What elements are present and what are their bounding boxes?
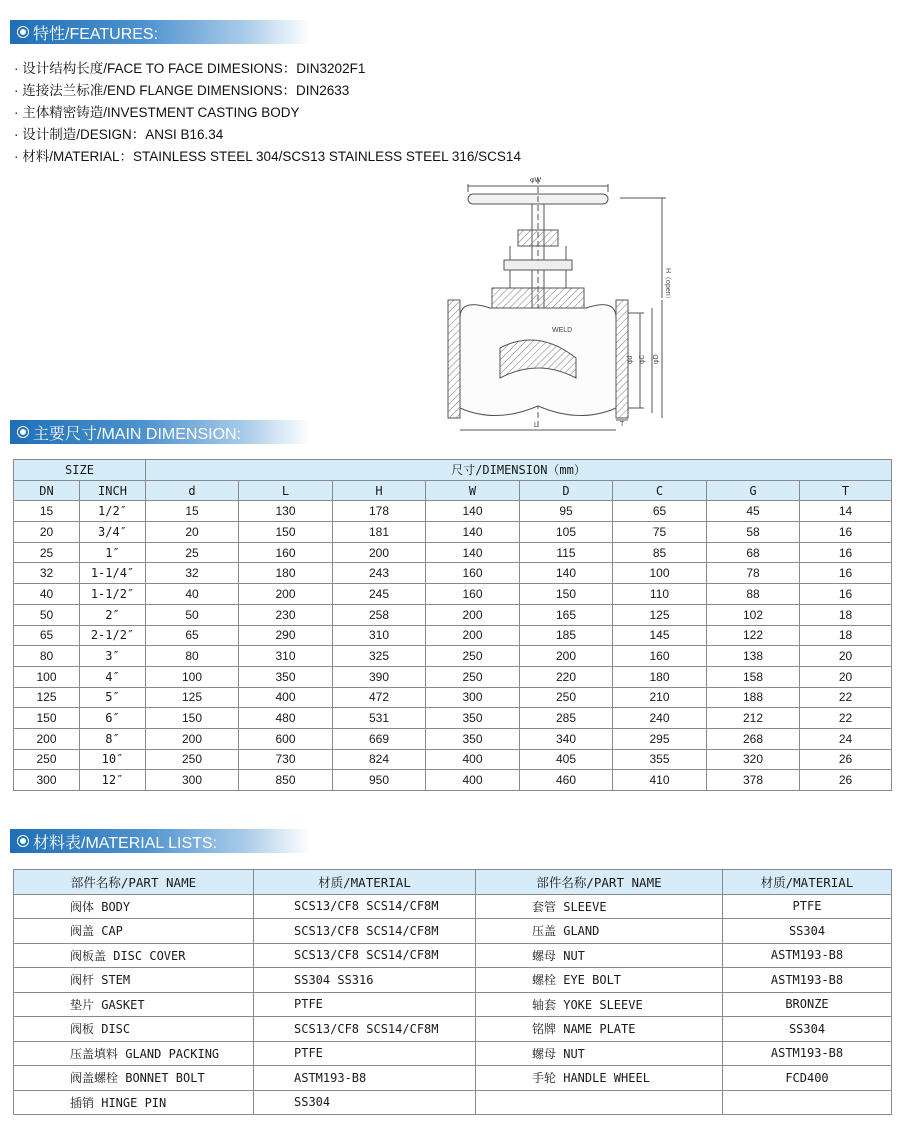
table-cell: 16 bbox=[800, 563, 892, 584]
table-cell: 165 bbox=[520, 604, 613, 625]
table-cell: 230 bbox=[239, 604, 333, 625]
table-cell: 250 bbox=[520, 687, 613, 708]
table-cell: 350 bbox=[426, 708, 520, 729]
dimension-title: 主要尺寸/MAIN DIMENSION: bbox=[33, 425, 242, 443]
table-cell: 320 bbox=[707, 749, 800, 770]
table-cell: 50 bbox=[146, 604, 239, 625]
column-header: 部件名称/PART NAME bbox=[476, 870, 723, 895]
table-cell: 1″ bbox=[80, 542, 146, 563]
material-table bbox=[13, 869, 892, 1115]
table-cell: 250 bbox=[426, 666, 520, 687]
dim-w-label: φW bbox=[530, 177, 542, 184]
table-cell: 105 bbox=[520, 522, 613, 543]
table-cell: 140 bbox=[426, 501, 520, 522]
table-cell: 150 bbox=[14, 708, 80, 729]
table-cell: 78 bbox=[707, 563, 800, 584]
column-header: d bbox=[146, 480, 239, 501]
table-cell: 25 bbox=[146, 542, 239, 563]
table-cell: 310 bbox=[333, 625, 426, 646]
material-cell bbox=[723, 1090, 892, 1115]
material-cell: ASTM193-B8 bbox=[723, 1041, 892, 1066]
table-row bbox=[14, 728, 892, 749]
table-cell: 160 bbox=[426, 563, 520, 584]
column-header: 材质/MATERIAL bbox=[254, 870, 476, 895]
table-cell: 268 bbox=[707, 728, 800, 749]
table-cell: 460 bbox=[520, 770, 613, 791]
table-cell: 212 bbox=[707, 708, 800, 729]
dimension-table-body bbox=[14, 501, 892, 791]
column-header: 部件名称/PART NAME bbox=[14, 870, 254, 895]
table-cell: 138 bbox=[707, 646, 800, 667]
table-row bbox=[14, 522, 892, 543]
size-header: SIZE bbox=[14, 460, 146, 481]
table-cell: 24 bbox=[800, 728, 892, 749]
table-row bbox=[14, 646, 892, 667]
table-row bbox=[14, 1017, 892, 1042]
table-cell: 405 bbox=[520, 749, 613, 770]
table-cell: 85 bbox=[613, 542, 707, 563]
dim-d-label: φd bbox=[627, 355, 634, 364]
table-cell: 290 bbox=[239, 625, 333, 646]
table-cell: 140 bbox=[426, 522, 520, 543]
table-cell: 15 bbox=[14, 501, 80, 522]
dim-c-label: φC bbox=[639, 354, 646, 364]
table-cell: 80 bbox=[14, 646, 80, 667]
table-cell: 65 bbox=[146, 625, 239, 646]
table-cell: 295 bbox=[613, 728, 707, 749]
table-cell: 8″ bbox=[80, 728, 146, 749]
table-cell: 200 bbox=[14, 728, 80, 749]
part-name-cell: 铭牌 NAME PLATE bbox=[476, 1017, 723, 1042]
table-cell: 531 bbox=[333, 708, 426, 729]
table-cell: 145 bbox=[613, 625, 707, 646]
table-cell: 140 bbox=[520, 563, 613, 584]
table-cell: 340 bbox=[520, 728, 613, 749]
table-cell: 243 bbox=[333, 563, 426, 584]
column-header: G bbox=[707, 480, 800, 501]
table-cell: 160 bbox=[613, 646, 707, 667]
material-cell: FCD400 bbox=[723, 1066, 892, 1091]
material-cell: PTFE bbox=[723, 894, 892, 919]
column-header: INCH bbox=[80, 480, 146, 501]
table-cell: 22 bbox=[800, 687, 892, 708]
weld-label: WELD bbox=[552, 327, 573, 334]
part-name-cell: 压盖填料 GLAND PACKING bbox=[14, 1041, 254, 1066]
table-cell: 40 bbox=[14, 584, 80, 605]
dimension-section-header bbox=[10, 420, 310, 444]
part-name-cell: 阀板盖 DISC COVER bbox=[14, 943, 254, 968]
table-cell: 16 bbox=[800, 522, 892, 543]
part-name-cell bbox=[476, 1090, 723, 1115]
material-cell: SS304 SS316 bbox=[254, 968, 476, 993]
table-cell: 115 bbox=[520, 542, 613, 563]
features-title: 特性/FEATURES: bbox=[33, 25, 159, 43]
table-cell: 122 bbox=[707, 625, 800, 646]
bullet-circle-icon bbox=[18, 836, 28, 846]
bullet-circle-icon bbox=[18, 27, 28, 37]
material-title: 材料表/MATERIAL LISTS: bbox=[33, 834, 218, 852]
table-cell: 472 bbox=[333, 687, 426, 708]
table-cell: 1-1/2″ bbox=[80, 584, 146, 605]
table-cell: 300 bbox=[146, 770, 239, 791]
table-row bbox=[14, 968, 892, 993]
table-cell: 26 bbox=[800, 770, 892, 791]
table-cell: 2-1/2″ bbox=[80, 625, 146, 646]
table-row bbox=[14, 894, 892, 919]
table-row bbox=[14, 919, 892, 944]
part-name-cell: 压盖 GLAND bbox=[476, 919, 723, 944]
table-cell: 160 bbox=[426, 584, 520, 605]
table-cell: 140 bbox=[426, 542, 520, 563]
table-cell: 3″ bbox=[80, 646, 146, 667]
column-header: DN bbox=[14, 480, 80, 501]
table-cell: 480 bbox=[239, 708, 333, 729]
table-row bbox=[14, 604, 892, 625]
table-cell: 669 bbox=[333, 728, 426, 749]
table-cell: 400 bbox=[239, 687, 333, 708]
table-cell: 185 bbox=[520, 625, 613, 646]
table-cell: 10″ bbox=[80, 749, 146, 770]
material-cell: SS304 bbox=[723, 919, 892, 944]
table-cell: 1/2″ bbox=[80, 501, 146, 522]
table-cell: 58 bbox=[707, 522, 800, 543]
table-row bbox=[14, 501, 892, 522]
table-cell: 390 bbox=[333, 666, 426, 687]
features-list bbox=[14, 58, 521, 168]
part-name-cell: 阀杆 STEM bbox=[14, 968, 254, 993]
part-name-cell: 阀盖螺栓 BONNET BOLT bbox=[14, 1066, 254, 1091]
table-row bbox=[14, 687, 892, 708]
feature-item: · 连接法兰标准/END FLANGE DIMENSIONS：DIN2633 bbox=[14, 80, 521, 102]
table-cell: 100 bbox=[14, 666, 80, 687]
table-cell: 18 bbox=[800, 625, 892, 646]
features-section-header bbox=[10, 20, 310, 44]
column-header: H bbox=[333, 480, 426, 501]
table-cell: 400 bbox=[426, 770, 520, 791]
column-header: D bbox=[520, 480, 613, 501]
material-cell: SCS13/CF8 SCS14/CF8M bbox=[254, 1017, 476, 1042]
table-cell: 240 bbox=[613, 708, 707, 729]
part-name-cell: 阀体 BODY bbox=[14, 894, 254, 919]
material-cell: ASTM193-B8 bbox=[723, 943, 892, 968]
table-cell: 4″ bbox=[80, 666, 146, 687]
table-cell: 180 bbox=[239, 563, 333, 584]
table-cell: 125 bbox=[146, 687, 239, 708]
table-cell: 325 bbox=[333, 646, 426, 667]
table-cell: 200 bbox=[146, 728, 239, 749]
table-cell: 350 bbox=[426, 728, 520, 749]
material-cell: PTFE bbox=[254, 992, 476, 1017]
table-cell: 110 bbox=[613, 584, 707, 605]
material-cell: SCS13/CF8 SCS14/CF8M bbox=[254, 894, 476, 919]
table-cell: 310 bbox=[239, 646, 333, 667]
table-cell: 400 bbox=[426, 749, 520, 770]
table-cell: 16 bbox=[800, 584, 892, 605]
material-cell: BRONZE bbox=[723, 992, 892, 1017]
material-cell: SS304 bbox=[254, 1090, 476, 1115]
table-cell: 102 bbox=[707, 604, 800, 625]
table-row bbox=[14, 584, 892, 605]
part-name-cell: 阀盖 CAP bbox=[14, 919, 254, 944]
column-header: W bbox=[426, 480, 520, 501]
table-cell: 158 bbox=[707, 666, 800, 687]
dimension-table-group-header bbox=[14, 460, 892, 481]
table-cell: 2″ bbox=[80, 604, 146, 625]
table-cell: 45 bbox=[707, 501, 800, 522]
part-name-cell: 轴套 YOKE SLEEVE bbox=[476, 992, 723, 1017]
table-cell: 200 bbox=[426, 625, 520, 646]
table-row bbox=[14, 770, 892, 791]
table-row bbox=[14, 749, 892, 770]
table-cell: 16 bbox=[800, 542, 892, 563]
table-cell: 350 bbox=[239, 666, 333, 687]
table-cell: 300 bbox=[426, 687, 520, 708]
part-name-cell: 手轮 HANDLE WHEEL bbox=[476, 1066, 723, 1091]
feature-item: · 主体精密铸造/INVESTMENT CASTING BODY bbox=[14, 102, 521, 124]
table-cell: 250 bbox=[146, 749, 239, 770]
table-cell: 181 bbox=[333, 522, 426, 543]
table-cell: 20 bbox=[14, 522, 80, 543]
dim-dd-label: φD bbox=[653, 354, 660, 364]
table-cell: 258 bbox=[333, 604, 426, 625]
table-cell: 150 bbox=[239, 522, 333, 543]
table-cell: 250 bbox=[426, 646, 520, 667]
bullet-circle-icon bbox=[18, 427, 28, 437]
table-cell: 220 bbox=[520, 666, 613, 687]
feature-item: · 设计结构长度/FACE TO FACE DIMESIONS：DIN3202F1 bbox=[14, 58, 521, 80]
table-cell: 100 bbox=[146, 666, 239, 687]
material-cell: SCS13/CF8 SCS14/CF8M bbox=[254, 919, 476, 944]
dim-h-label: H（open） bbox=[664, 268, 671, 303]
dimension-header: 尺寸/DIMENSION（mm） bbox=[146, 460, 892, 481]
table-cell: 150 bbox=[520, 584, 613, 605]
table-cell: 824 bbox=[333, 749, 426, 770]
part-name-cell: 螺母 NUT bbox=[476, 943, 723, 968]
table-row bbox=[14, 1066, 892, 1091]
material-table-body bbox=[14, 894, 892, 1115]
table-cell: 65 bbox=[14, 625, 80, 646]
part-name-cell: 螺母 NUT bbox=[476, 1041, 723, 1066]
table-row bbox=[14, 563, 892, 584]
table-cell: 250 bbox=[14, 749, 80, 770]
table-cell: 188 bbox=[707, 687, 800, 708]
table-cell: 150 bbox=[146, 708, 239, 729]
table-cell: 730 bbox=[239, 749, 333, 770]
dim-l-label: L bbox=[534, 422, 538, 429]
dim-t-label: T bbox=[620, 421, 625, 428]
part-name-cell: 螺栓 EYE BOLT bbox=[476, 968, 723, 993]
part-name-cell: 插销 HINGE PIN bbox=[14, 1090, 254, 1115]
table-cell: 850 bbox=[239, 770, 333, 791]
table-row bbox=[14, 1041, 892, 1066]
table-cell: 95 bbox=[520, 501, 613, 522]
table-cell: 5″ bbox=[80, 687, 146, 708]
table-cell: 88 bbox=[707, 584, 800, 605]
table-row bbox=[14, 708, 892, 729]
table-cell: 20 bbox=[800, 646, 892, 667]
part-name-cell: 阀板 DISC bbox=[14, 1017, 254, 1042]
table-cell: 125 bbox=[14, 687, 80, 708]
column-header: 材质/MATERIAL bbox=[723, 870, 892, 895]
material-cell: ASTM193-B8 bbox=[723, 968, 892, 993]
table-cell: 300 bbox=[14, 770, 80, 791]
table-cell: 160 bbox=[239, 542, 333, 563]
table-cell: 950 bbox=[333, 770, 426, 791]
table-cell: 200 bbox=[239, 584, 333, 605]
table-cell: 1-1/4″ bbox=[80, 563, 146, 584]
table-cell: 125 bbox=[613, 604, 707, 625]
table-cell: 200 bbox=[520, 646, 613, 667]
table-row bbox=[14, 992, 892, 1017]
material-section-header bbox=[10, 829, 310, 853]
table-cell: 80 bbox=[146, 646, 239, 667]
table-row bbox=[14, 1090, 892, 1115]
material-cell: SCS13/CF8 SCS14/CF8M bbox=[254, 943, 476, 968]
table-cell: 50 bbox=[14, 604, 80, 625]
column-header: T bbox=[800, 480, 892, 501]
table-row bbox=[14, 542, 892, 563]
material-cell: ASTM193-B8 bbox=[254, 1066, 476, 1091]
table-cell: 600 bbox=[239, 728, 333, 749]
table-cell: 378 bbox=[707, 770, 800, 791]
table-cell: 3/4″ bbox=[80, 522, 146, 543]
column-header: L bbox=[239, 480, 333, 501]
table-row bbox=[14, 625, 892, 646]
table-cell: 68 bbox=[707, 542, 800, 563]
feature-item: · 材料/MATERIAL：STAINLESS STEEL 304/SCS13 STAINLESS STEEL 316/SCS14 bbox=[14, 146, 521, 168]
table-cell: 20 bbox=[146, 522, 239, 543]
material-cell: PTFE bbox=[254, 1041, 476, 1066]
column-header: C bbox=[613, 480, 707, 501]
feature-item: · 设计制造/DESIGN：ANSI B16.34 bbox=[14, 124, 521, 146]
table-row bbox=[14, 943, 892, 968]
table-cell: 25 bbox=[14, 542, 80, 563]
table-cell: 18 bbox=[800, 604, 892, 625]
part-name-cell: 套管 SLEEVE bbox=[476, 894, 723, 919]
table-cell: 355 bbox=[613, 749, 707, 770]
material-table-header bbox=[14, 870, 892, 895]
table-cell: 200 bbox=[333, 542, 426, 563]
table-cell: 40 bbox=[146, 584, 239, 605]
table-cell: 200 bbox=[426, 604, 520, 625]
table-cell: 15 bbox=[146, 501, 239, 522]
table-cell: 180 bbox=[613, 666, 707, 687]
table-cell: 26 bbox=[800, 749, 892, 770]
table-cell: 285 bbox=[520, 708, 613, 729]
table-cell: 75 bbox=[613, 522, 707, 543]
table-cell: 32 bbox=[146, 563, 239, 584]
table-cell: 12″ bbox=[80, 770, 146, 791]
table-cell: 178 bbox=[333, 501, 426, 522]
table-cell: 245 bbox=[333, 584, 426, 605]
table-cell: 65 bbox=[613, 501, 707, 522]
table-cell: 410 bbox=[613, 770, 707, 791]
dimension-table bbox=[13, 459, 892, 791]
dimension-table-column-header bbox=[14, 480, 892, 501]
table-cell: 210 bbox=[613, 687, 707, 708]
table-cell: 130 bbox=[239, 501, 333, 522]
table-cell: 100 bbox=[613, 563, 707, 584]
globe-valve-drawing bbox=[430, 168, 690, 436]
table-cell: 22 bbox=[800, 708, 892, 729]
material-cell: SS304 bbox=[723, 1017, 892, 1042]
table-cell: 14 bbox=[800, 501, 892, 522]
part-name-cell: 垫片 GASKET bbox=[14, 992, 254, 1017]
table-cell: 32 bbox=[14, 563, 80, 584]
table-row bbox=[14, 666, 892, 687]
table-cell: 6″ bbox=[80, 708, 146, 729]
table-cell: 20 bbox=[800, 666, 892, 687]
